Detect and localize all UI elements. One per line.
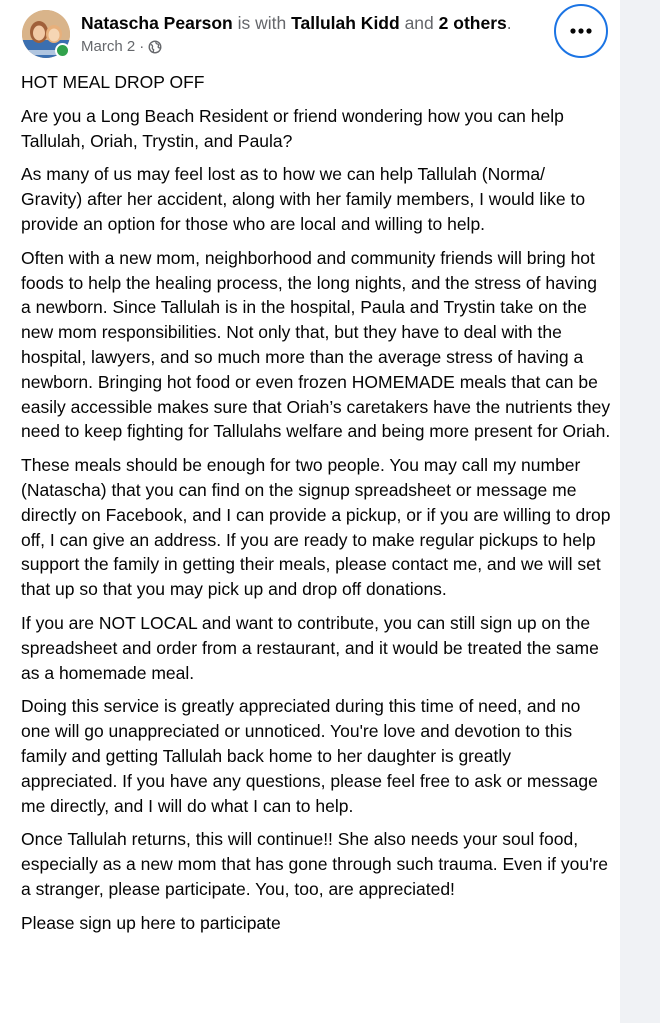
post-paragraph: As many of us may feel lost as to how we can help Tallulah (Norma/ Gravity) after her accident, along with her family members, I would like to provide an option for those who are local and willing to help. <box>21 164 586 234</box>
post-paragraph-cut: Please sign up here to participate <box>21 912 281 933</box>
others-link[interactable]: 2 others <box>438 13 507 33</box>
more-horizontal-icon <box>570 28 592 34</box>
tagged-person-link[interactable]: Tallulah Kidd <box>291 13 400 33</box>
with-text: is with <box>237 13 287 33</box>
post-paragraph: These meals should be enough for two people. You may call my number (Natascha) that you can find on the signup spreadsheet or message me directly on Facebook, and I can provide a pickup, or if you are willing to drop off, I can give an address. If you are ready to make regular pickups to help support the family in getting their meals, please contact me, and we will set that up so that you may pick up and drop off donations. <box>21 455 611 600</box>
post-meta <box>81 38 162 56</box>
post-paragraph: Doing this service is greatly appreciated during this time of need, and no one will go unappreciated or unnoticed. You're love and devotion to this family and getting Tallulah back home to her daughter is greatly appreciated. If you have any questions, please feel free to ask or message me directly, and I will do what I can to help. <box>21 696 598 816</box>
post-body <box>21 70 611 945</box>
post-header <box>22 10 612 60</box>
meta-separator: · <box>139 38 145 55</box>
post-paragraph: Often with a new mom, neighborhood and community friends will bring hot foods to help the healing process, the long nights, and the stress of having a newborn. Since Tallulah is in the hospital, Paula and Trystin take on the new mom responsibilities. Not only that, but they have to deal with the hospital, lawyers, and so much more than the average stress of having a newborn. Bringing hot food or even frozen HOMEMADE meals that can be easily accessible makes sure that Oriah’s caretakers have the nutrients they need to keep fighting for Tallulahs welfare and being more present for Oriah. <box>21 247 611 442</box>
title-period: . <box>506 13 512 33</box>
online-status-dot <box>55 43 70 58</box>
post-title-line <box>81 12 512 34</box>
post-paragraph: Once Tallulah returns, this will continue!! She also needs your soul food, especially as a new mom that has gone through such trauma. Even if you're a stranger, please participate. You, too, are appreciated! <box>21 829 608 899</box>
post-date-link[interactable]: March 2 <box>81 38 136 55</box>
post-paragraph: Are you a Long Beach Resident or friend wondering how you can help Tallulah, Oriah, Trystin, and Paula? <box>21 105 564 151</box>
globe-icon[interactable] <box>148 40 162 54</box>
and-text: and <box>404 13 434 33</box>
post-heading: HOT MEAL DROP OFF <box>21 72 205 92</box>
more-options-button[interactable] <box>554 4 608 58</box>
post-paragraph: If you are NOT LOCAL and want to contribute, you can still sign up on the spreadsheet and order from a restaurant, and it would be treated the same as a homemade meal. <box>21 612 599 683</box>
page-gutter <box>620 0 660 1023</box>
author-name-link[interactable]: Natascha Pearson <box>81 13 233 33</box>
